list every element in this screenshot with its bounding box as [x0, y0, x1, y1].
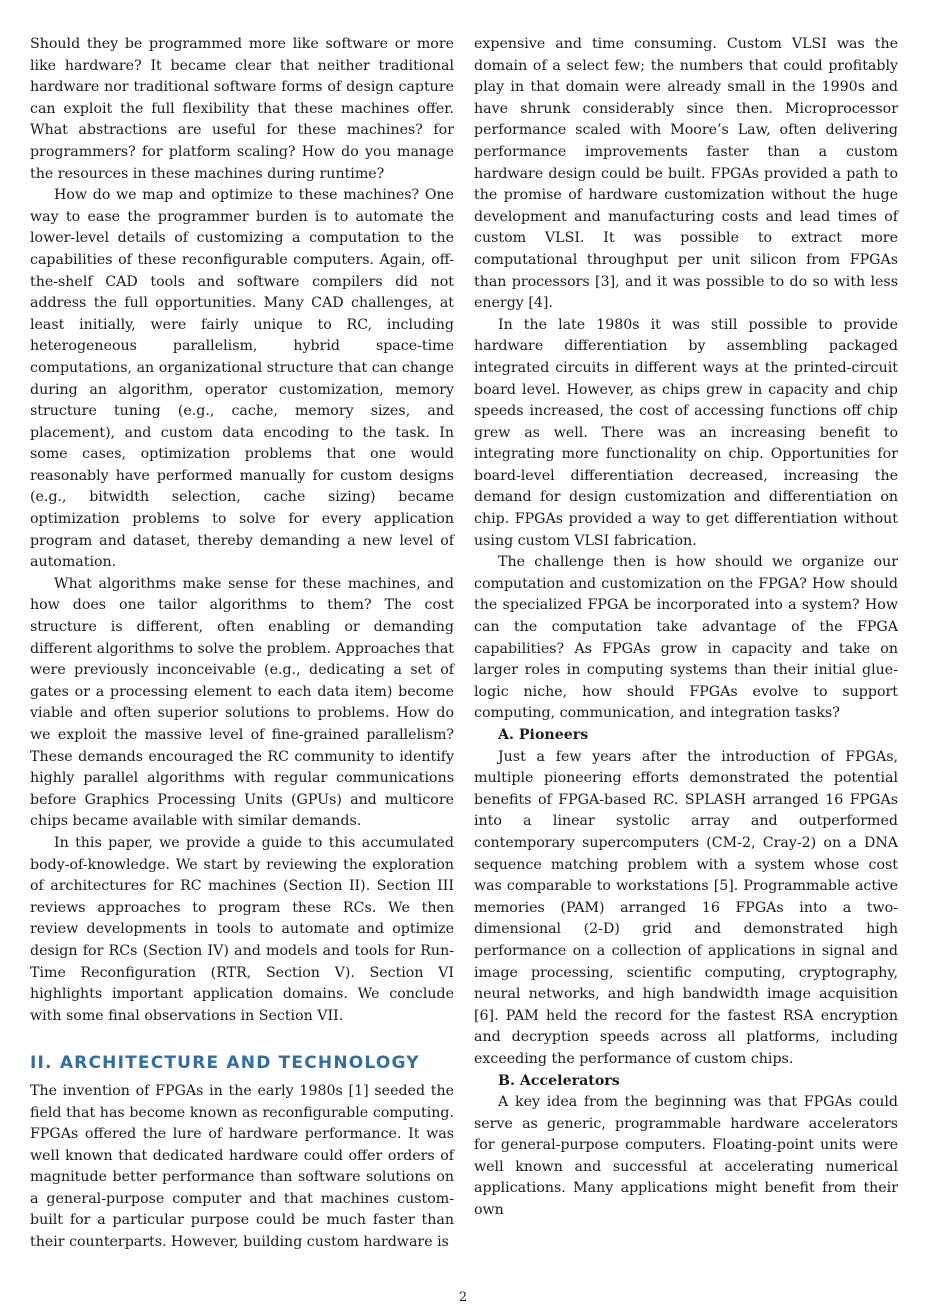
left-paragraph-3: What algorithms make sense for these machines, and how does one tailor algorithms to them? The cost structure is different, often enabling or demanding different algorithms to solve the problem. Approaches that were previously inconceivable (e.g., dedicating a set of gates or a processing element to each data item) become viable and often superior solutions to problems. How do we exploit the massive level of fine-grained parallelism? These demands encouraged the RC community to identify highly parallel algorithms with regular communications before Graphics Processing Units (GPUs) and multicore chips became available with similar demands.: [30, 575, 454, 830]
right-paragraph-4: Just a few years after the introduction of FPGAs, multiple pioneering efforts demonstrated the potential benefits of FPGA-based RC. SPLASH arranged 16 FPGAs into a linear systolic array and outperformed contemporary supercomputers (CM-2, Cray-2) on a DNA sequence matching problem with a system whose cost was comparable to workstations [5]. Programmable active memories (PAM) arranged 16 FPGAs into a two-dimensional (2-D) grid and demonstrated high performance on a collection of applications in signal and image processing, scientific computing, cryptography, neural networks, and high bandwidth image acquisition [6]. PAM held the record for the fastest RSA encryption and decryption speeds across all platforms, including exceeding the performance of custom chips.: [474, 748, 898, 1067]
left-paragraph-1: Should they be programmed more like software or more like hardware? It became clear that neither traditional hardware nor traditional software forms of design capture can exploit the full flexibility that these machines offer. What abstractions are useful for these machines? for programmers? for platform scaling? How do you manage the resources in these machines during runtime?: [30, 36, 454, 182]
left-column: [30, 34, 454, 1254]
right-paragraph-2: In the late 1980s it was still possible to provide hardware differentiation by assembling packaged integrated circuits in different ways at the printed-circuit board level. However, as chips grew in capacity and chip speeds increased, the cost of accessing functions off chip grew as well. There was an increasing benefit to integrating more functionality on chip. Opportunities for board-level differentiation decreased, increasing the demand for design customization and differentiation on chip. FPGAs provided a way to get differentiation without using custom VLSI fabrication.: [474, 316, 898, 549]
page-number: 2: [458, 1290, 468, 1305]
left-paragraph-4: In this paper, we provide a guide to this accumulated body-of-knowledge. We start by reviewing the exploration of architectures for RC machines (Section II). Section III reviews approaches to program these RCs. We then review developments in tools to automate and optimize design for RCs (Section IV) and models and tools for Run-Time Reconfiguration (RTR, Section V). Section VI highlights important application domains. We conclude with some final observations in Section VII.: [30, 834, 454, 1024]
right-column: [474, 34, 898, 1222]
section-heading-architecture: II. ARCHITECTURE AND TECHNOLOGY: [30, 1053, 420, 1074]
right-paragraph-1: expensive and time consuming. Custom VLSI was the domain of a select few; the numbers that could profitably play in that domain were already small in the 1990s and have shrunk considerably since then. Microprocessor performance scaled with Moore’s Law, often delivering performance improvements faster than a custom hardware design could be built. FPGAs provided a path to the promise of hardware customization without the huge development and manufacturing costs and lead times of custom VLSI. It was possible to extract more computational throughput per unit silicon from FPGAs than processors [3], and it was possible to do so with less energy [4].: [474, 36, 898, 312]
subheading-pioneers: A. Pioneers: [498, 727, 589, 743]
left-paragraph-5: The invention of FPGAs in the early 1980s [1] seeded the field that has become known as reconfigurable computing. FPGAs offered the lure of hardware performance. It was well known that dedicated hardware could offer orders of magnitude better performance than software solutions on a general-purpose computer and that machines custom-built for a particular purpose could be much faster than their counterparts. However, building custom hardware is: [30, 1082, 454, 1251]
right-paragraph-5: A key idea from the beginning was that FPGAs could serve as generic, programmable hardware accelerators for general-purpose computers. Floating-point units were well known and successful at accelerating numerical applications. Many applications might benefit from their own: [474, 1094, 898, 1219]
subheading-accelerators: B. Accelerators: [498, 1072, 620, 1089]
right-paragraph-3: The challenge then is how should we organize our computation and customization on the FPGA? How should the specialized FPGA be incorporated into a system? How can the computation take advantage of the FPGA capabilities? As FPGAs grow in capacity and take on larger roles in computing systems than their initial glue-logic niche, how should FPGAs evolve to support computing, communication, and integration tasks?: [474, 554, 898, 722]
left-paragraph-2: How do we map and optimize to these machines? One way to ease the programmer burden is to automate the lower-level details of customizing a computation to the capabilities of these reconfigurable computers. Again, off-the-shelf CAD tools and software compilers did not address the full opportunities. Many CAD challenges, at least initially, were fairly unique to RC, including heterogeneous parallelism, hybrid space-time computations, an organizational structure that can change during an algorithm, operator customization, memory structure tuning (e.g., cache, memory sizes, and placement), and custom data encoding to the task. In some cases, optimization problems that one would reasonably have performed manually for custom designs (e.g., bitwidth selection, cache sizing) became optimization problems to solve for every application program and dataset, thereby demanding a new level of automation.: [30, 187, 454, 571]
